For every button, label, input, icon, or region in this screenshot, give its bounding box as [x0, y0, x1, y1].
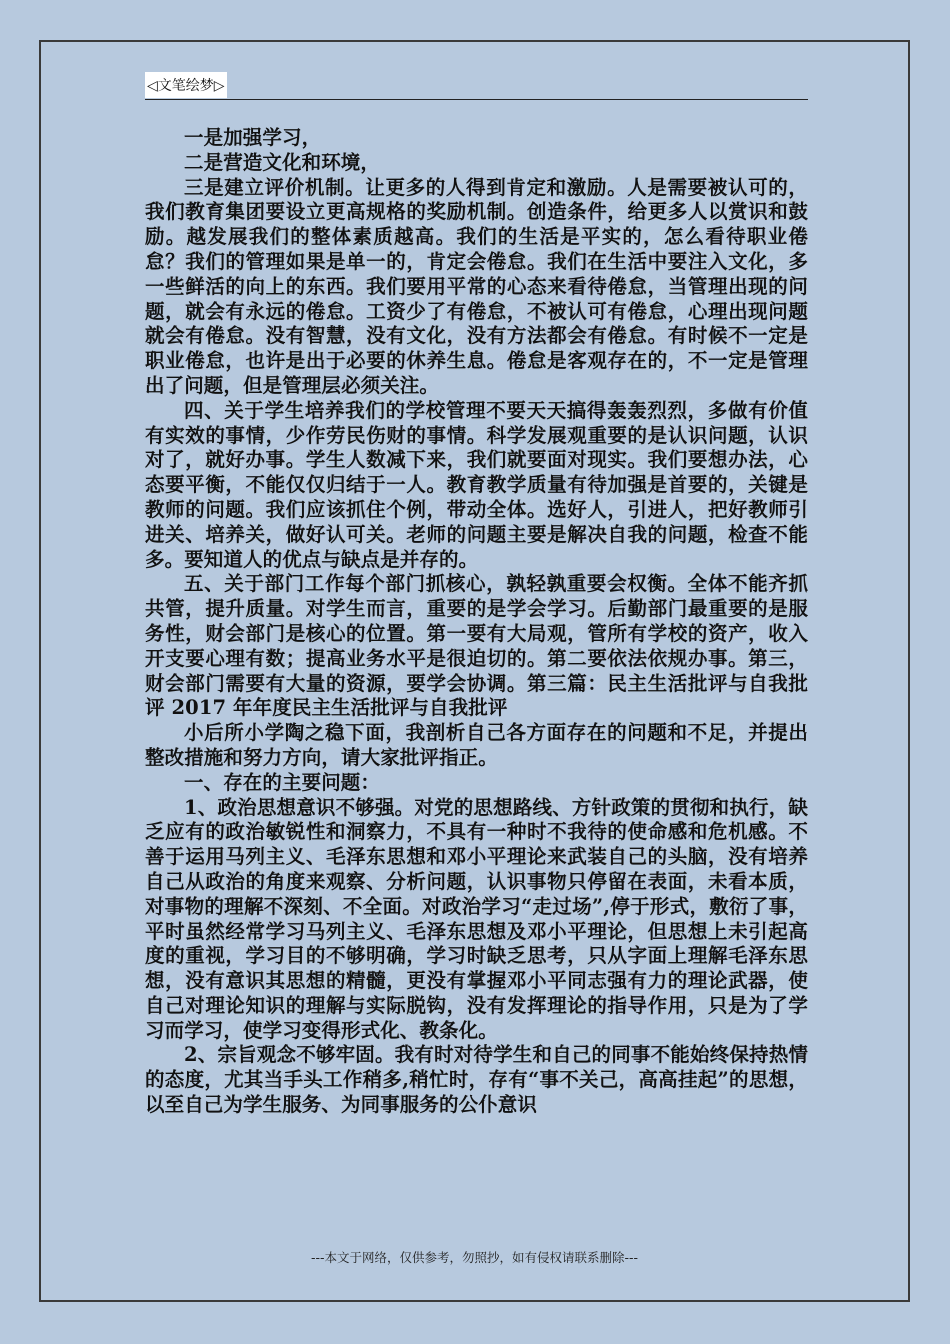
header-divider: [145, 99, 808, 100]
paragraph: 一是加强学习，: [184, 126, 322, 149]
paragraph: 1、政治思想意识不够强。对党的思想路线、方针政策的贯彻和执行，缺乏应有的政治敏锐性和洞察力，不具有一种时不我待的使命感和危机感。不善于运用马列主义、毛泽东思想和邓小平理论来武装自己的头脑，没有培养自己从政治的角度来观察、分析问题，认识事物只停留在表面，未看本质，对事物的理解不深刻、不全面。对政治学习“走过场”,停于形式，敷衍了事，平时虽然经常学习马列主义、毛泽东思想及邓小平理论，但思想上未引起高度的重视，学习目的不够明确，学习时缺乏思考，只从字面上理解毛泽东思想，没有意识其思想的精髓，更没有掌握邓小平同志强有力的理论武器，使自己对理论知识的理解与实际脱钩，没有发挥理论的指导作用，只是为了学习而学习，使学习变得形式化、教条化。: [145, 795, 808, 1042]
paragraph: 五、关于部门工作每个部门抓核心，孰轻孰重要会权衡。全体不能齐抓共管，提升质量。对学生而言，重要的是学会学习。后勤部门最重要的是服务性，财会部门是核心的位置。第一要有大局观，管所有学校的资产，收入开支要心理有数；提高业务水平是很迫切的。第二要依法依规办事。第三，财会部门需要有大量的资源，要学会协调。第三篇：民主生活批评与自我批评 2017 年年度民主生活批评与自我批评: [145, 572, 808, 720]
paragraph: 小后所小学陶之稳下面，我剖析自己各方面存在的问题和不足，并提出整改措施和努力方向，请大家批评指正。: [145, 721, 808, 769]
document-body: [145, 126, 808, 1118]
header-logo: ◁文笔绘梦▷: [145, 72, 227, 98]
paragraph: 2、宗旨观念不够牢固。我有时对待学生和自己的同事不能始终保持热情的态度，尤其当手头工作稍多,稍忙时，存有“事不关己，高高挂起”的思想，以至自己为学生服务、为同事服务的公仆意识: [145, 1043, 808, 1117]
paragraph: 一、存在的主要问题：: [184, 770, 381, 794]
paragraph: 二是营造文化和环境，: [184, 150, 381, 174]
paragraph: 三是建立评价机制。让更多的人得到肯定和激励。人是需要被认可的，我们教育集团要设立更高规格的奖励机制。创造条件，给更多人以赏识和鼓励。越发展我们的整体素质越高。我们的生活是平实的，怎么看待职业倦怠？我们的管理如果是单一的，肯定会倦怠。我们在生活中要注入文化，多一些鲜活的向上的东西。我们要用平常的心态来看待倦怠，当管理出现的问题，就会有永远的倦怠。工资少了有倦怠，不被认可有倦怠，心理出现问题就会有倦怠。没有智慧，没有文化，没有方法都会有倦怠。有时候不一定是职业倦怠，也许是出于必要的休养生息。倦怠是客观存在的，不一定是管理出了问题，但是管理层必须关注。: [145, 175, 808, 397]
document-page: [39, 40, 910, 1302]
footer-disclaimer: ---本文于网络，仅供参考，勿照抄，如有侵权请联系删除---: [310, 1250, 639, 1265]
paragraph: 四、关于学生培养我们的学校管理不要天天搞得轰轰烈烈，多做有价值有实效的事情，少作劳民伤财的事情。科学发展观重要的是认识问题，认识对了，就好办事。学生人数减下来，我们就要面对现实。我们要想办法，心态要平衡，不能仅仅归结于一人。教育教学质量有待加强是首要的，关键是教师的问题。我们应该抓住个例，带动全体。选好人，引进人，把好教师引进关、培养关，做好认可关。老师的问题主要是解决自我的问题，检查不能多。要知道人的优点与缺点是并存的。: [145, 398, 808, 571]
